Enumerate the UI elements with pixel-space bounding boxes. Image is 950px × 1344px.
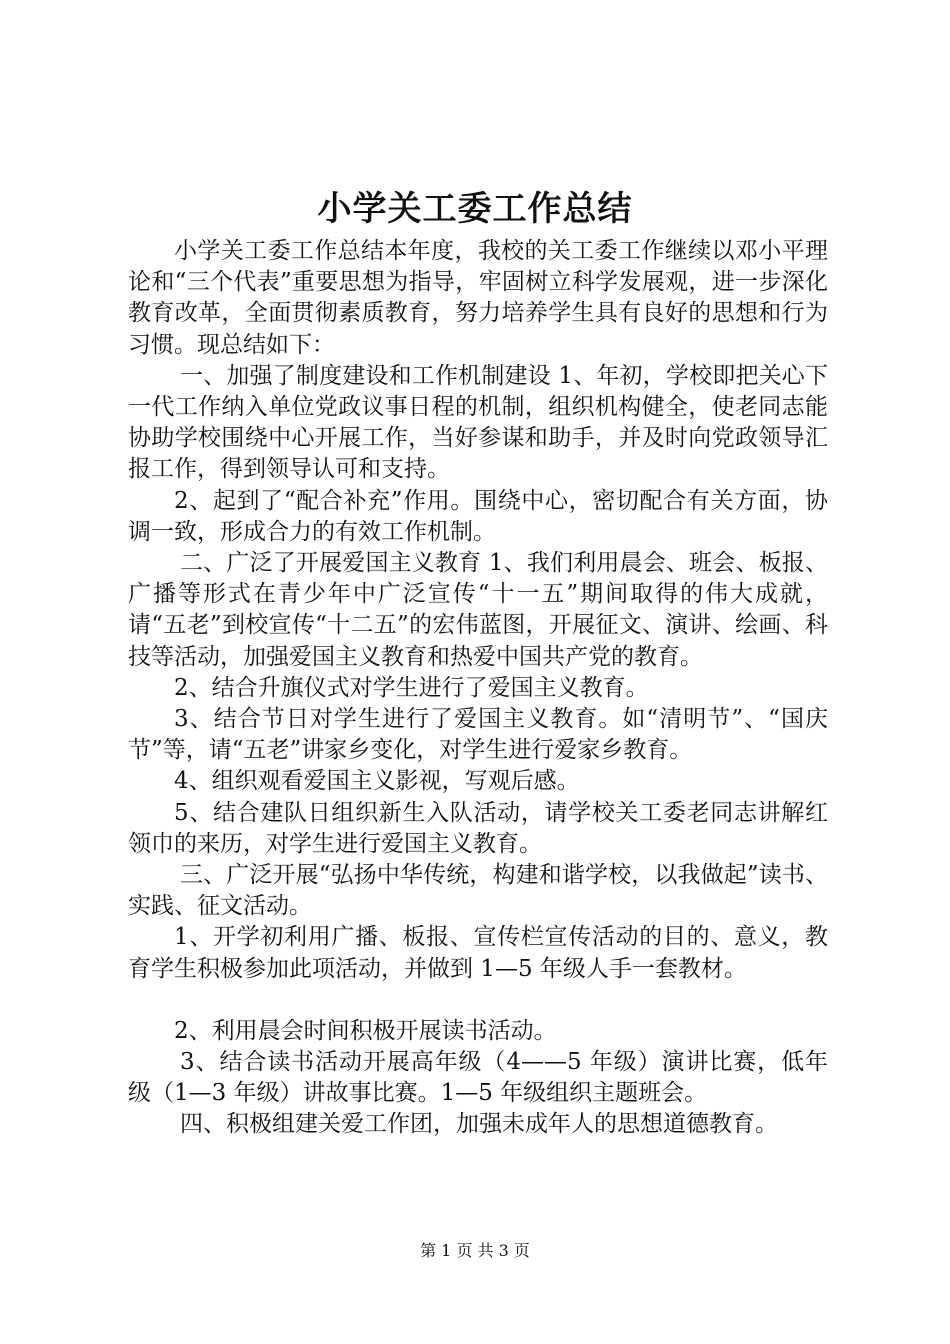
paragraph-item: 5、结合建队日组织新生入队活动，请学校关工委老同志讲解红领巾的来历，对学生进行爱国主义教育。	[128, 799, 828, 857]
page-footer: 第 1 页 共 3 页	[420, 1241, 530, 1260]
paragraph-section-4: 四、积极组建关爱工作团，加强未成年人的思想道德教育。	[180, 1111, 778, 1138]
paragraph-item: 3、结合读书活动开展高年级（4——5 年级）演讲比赛，低年级（1—3 年级）讲故事比赛。1—5 年级组织主题班会。	[128, 1049, 828, 1107]
paragraph-item: 3、结合节日对学生进行了爱国主义教育。如“清明节”、“国庆节”等，请“五老”讲家乡变化，对学生进行爱家乡教育。	[128, 706, 828, 764]
paragraph-item: 2、利用晨会时间积极开展读书活动。	[174, 1017, 557, 1044]
page-title: 小学关工委工作总结	[317, 189, 633, 229]
paragraph-item: 2、起到了“配合补充”作用。围绕中心，密切配合有关方面，协调一致，形成合力的有效工作机制。	[128, 487, 828, 545]
paragraph-item: 4、组织观看爱国主义影视，写观后感。	[174, 768, 580, 795]
document-body	[128, 236, 828, 1141]
paragraph-section-3: 三、广泛开展“弘扬中华传统，构建和谐学校，以我做起”读书、实践、征文活动。	[128, 862, 828, 920]
paragraph-item: 2、结合升旗仪式对学生进行了爱国主义教育。	[174, 674, 649, 701]
paragraph-item: 1、开学初利用广播、板报、宣传栏宣传活动的目的、意义，教育学生积极参加此项活动，并做到 1—5 年级人手一套教材。	[128, 924, 828, 982]
paragraph-section-1: 一、加强了制度建设和工作机制建设 1、年初，学校即把关心下一代工作纳入单位党政议事日程的机制，组织机构健全，使老同志能协助学校围绕中心开展工作，当好参谋和助手，并及时向党政领导汇报工作，得到领导认可和支持。	[128, 362, 828, 483]
paragraph-intro: 小学关工委工作总结本年度，我校的关工委工作继续以邓小平理论和“三个代表”重要思想为指导，牢固树立科学发展观，进一步深化教育改革，全面贯彻素质教育，努力培养学生具有良好的思想和行为习惯。现总结如下：	[128, 238, 828, 358]
paragraph-section-2: 二、广泛了开展爱国主义教育 1、我们利用晨会、班会、板报、广播等形式在青少年中广泛宣传“十一五”期间取得的伟大成就，请“五老”到校宣传“十二五”的宏伟蓝图，开展征文、演讲、绘画、科技等活动，加强爱国主义教育和热爱中国共产党的教育。	[128, 550, 828, 670]
